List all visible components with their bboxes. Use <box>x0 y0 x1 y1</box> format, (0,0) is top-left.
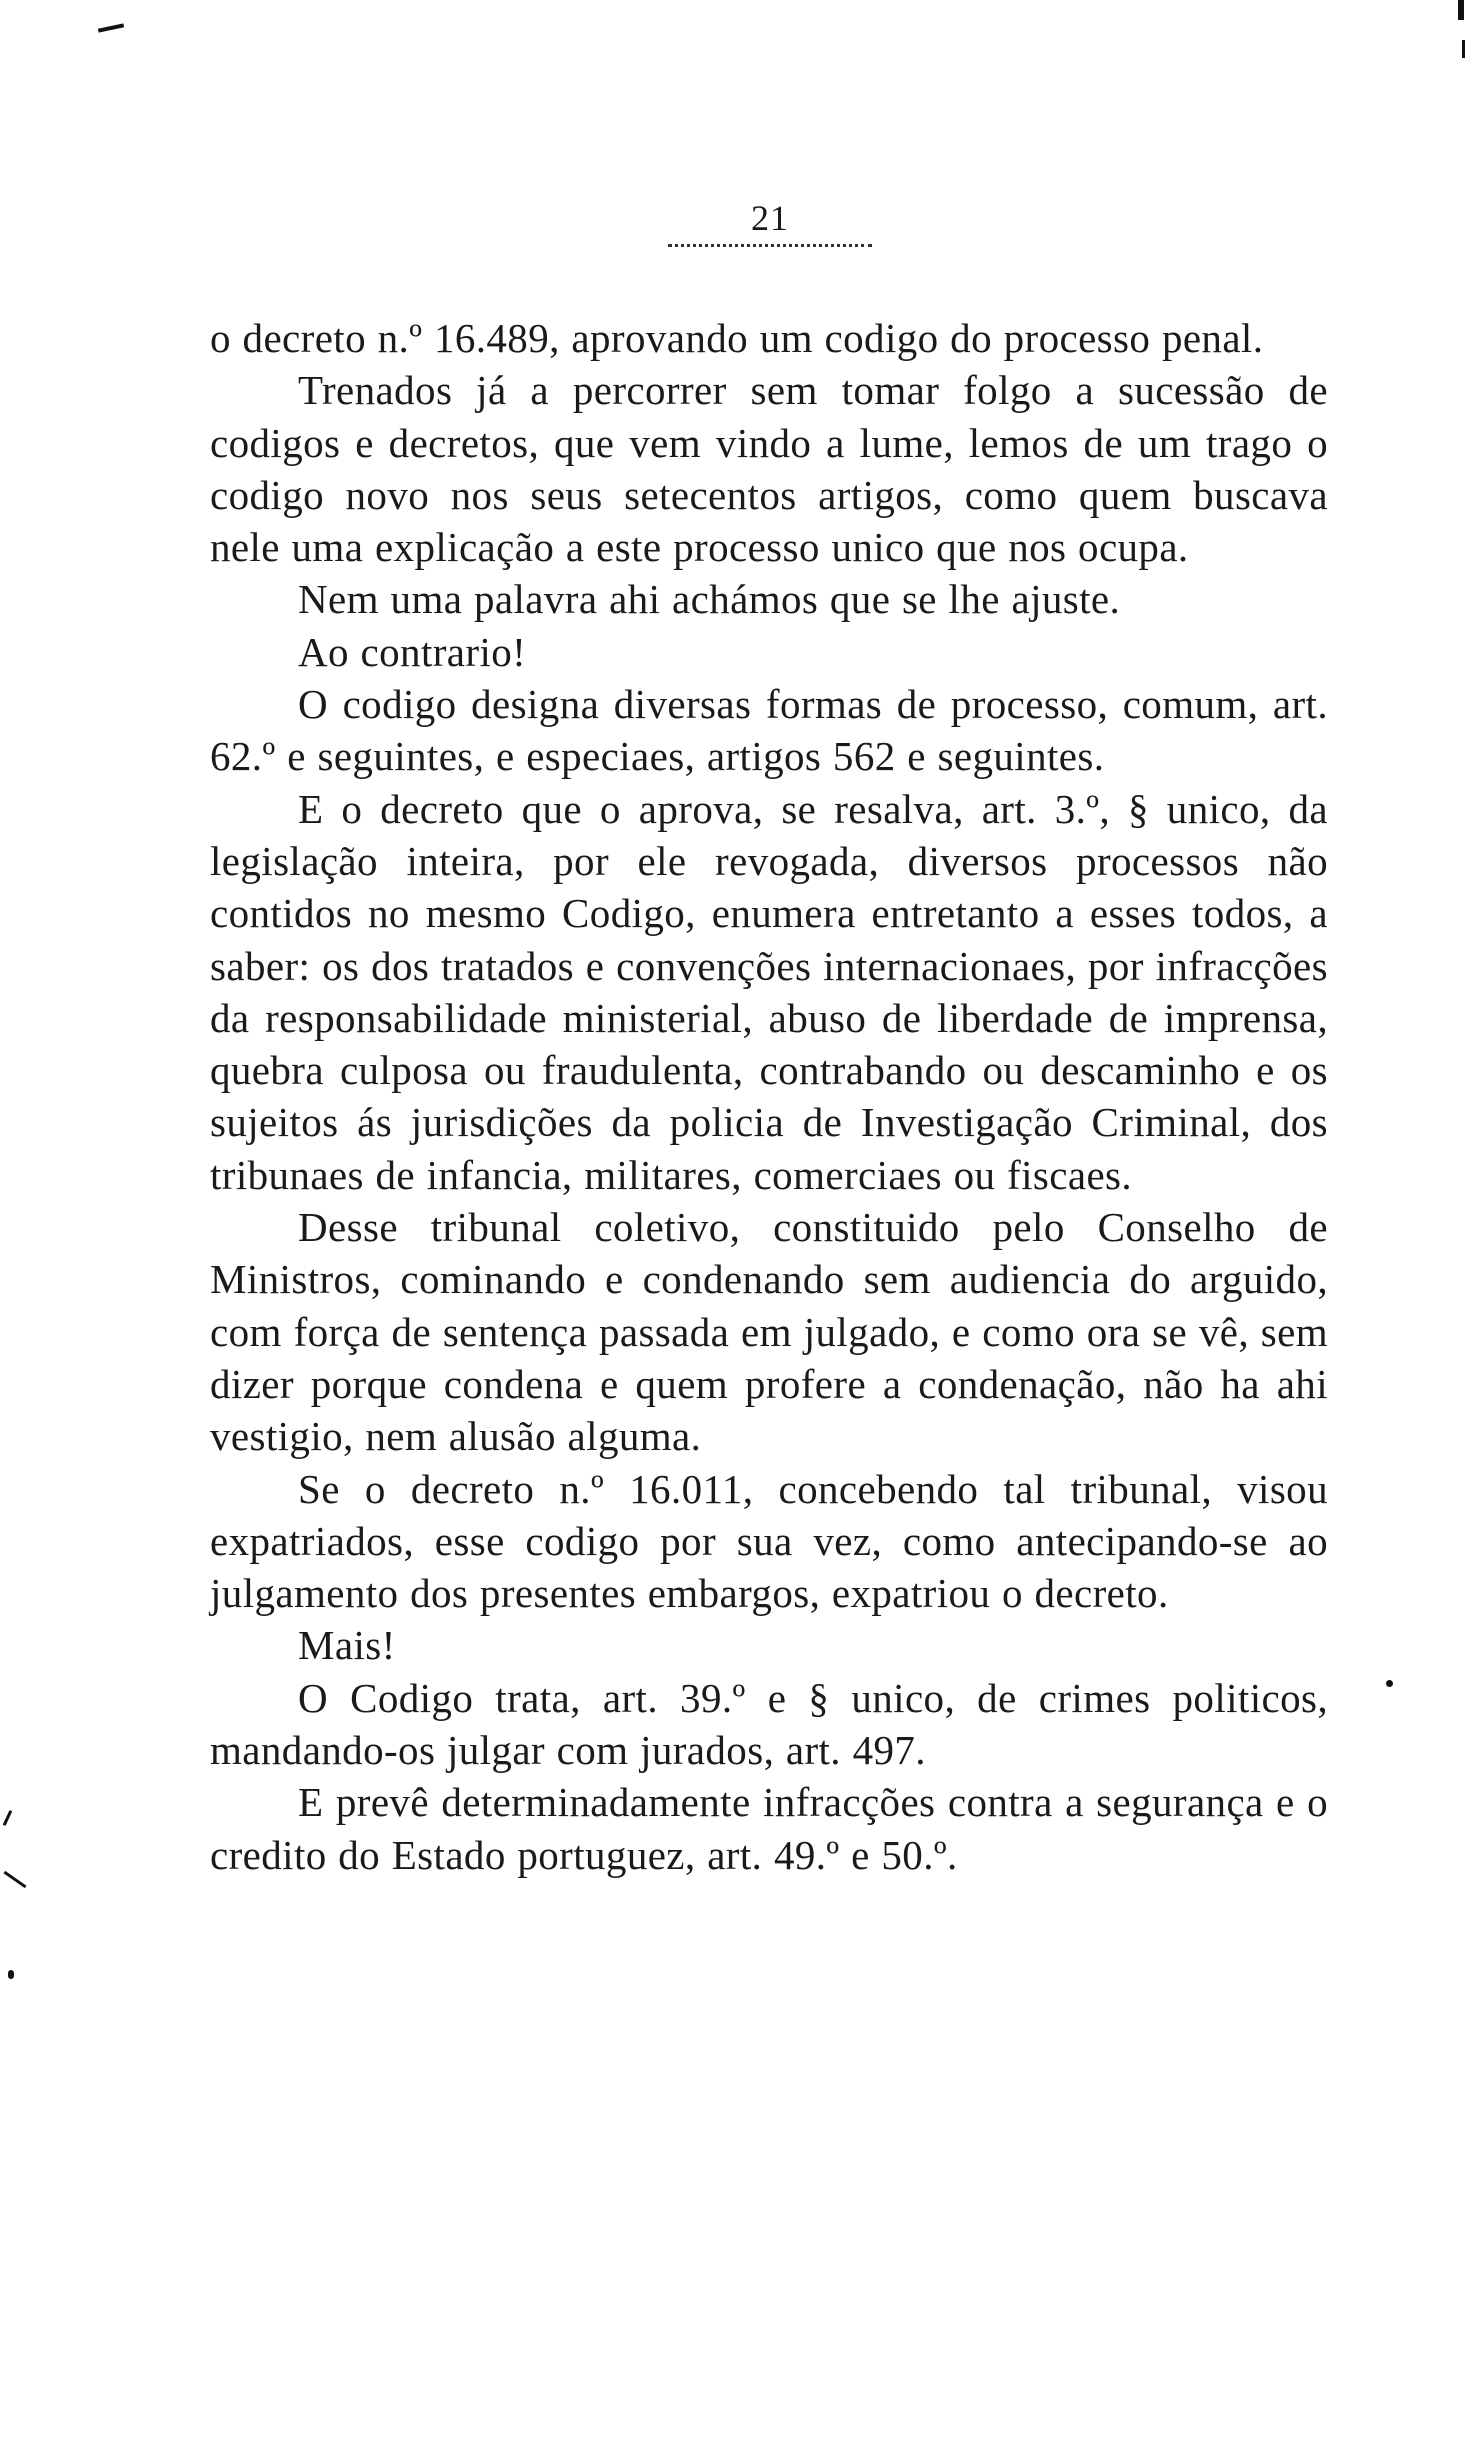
paragraph: o decreto n.º 16.489, aprovando um codigo do processo penal. <box>210 315 1264 361</box>
scan-speck <box>98 23 124 32</box>
scan-speck <box>8 1970 14 1979</box>
paragraph: E prevê determinadamente infracções contra a segurança e o credito do Estado portuguez, art. 49.º e 50.º. <box>210 1779 1328 1878</box>
page-number: 21 <box>751 198 789 238</box>
dotted-rule <box>668 244 872 247</box>
paragraph: Nem uma palavra ahi achámos que se lhe ajuste. <box>298 576 1121 623</box>
scan-speck <box>1458 0 1464 20</box>
paragraph: Desse tribunal coletivo, constituido pelo Conselho de Ministros, cominando e condenando sem audiencia do arguido, com força de sentença passada em julgado, e como ora se vê, sem dizer porque condena e quem profere a condenação, não ha ahi vestigio, nem alusão alguma. <box>210 1204 1328 1460</box>
scan-speck <box>1462 40 1465 58</box>
paragraph: Se o decreto n.º 16.011, concebendo tal tribunal, visou expatriados, esse codigo por sua vez, como antecipando-se ao julgamento dos presentes embargos, expatriou o decreto. <box>210 1465 1328 1617</box>
paragraph: O Codigo trata, art. 39.º e § unico, de crimes politicos, mandando-os julgar com jurados, art. 497. <box>210 1674 1328 1774</box>
paragraph: Ao contrario! <box>298 628 527 675</box>
scan-speck <box>1386 1680 1393 1687</box>
paragraph: O codigo designa diversas formas de processo, comum, art. 62.º e seguintes, e especiaes, artigos 562 e seguintes. <box>210 681 1328 780</box>
paragraph: Mais! <box>298 1622 396 1669</box>
paragraph: Trenados já a percorrer sem tomar folgo a sucessão de codigos e decretos, que vem vindo a lume, lemos de um trago o codigo novo nos seus setecentos artigos, como quem buscava nele uma explicação a este processo unico que nos ocupa. <box>210 367 1328 571</box>
scan-speck <box>3 1810 12 1826</box>
scan-speck <box>3 1871 26 1888</box>
page-header <box>660 196 880 247</box>
paragraph: E o decreto que o aprova, se resalva, art. 3.º, § unico, da legislação inteira, por ele revogada, diversos processos não contidos no mesmo Codigo, enumera entretanto a esses todos, a saber: os dos tratados e convenções internacionaes, por infracções da responsabilidade ministerial, abuso de liberdade de imprensa, quebra culposa ou fraudulenta, contrabando ou descaminho e os sujeitos ás jurisdições da policia de Investigação Criminal, dos tribunaes de infancia, militares, comerciaes ou fiscaes. <box>210 785 1328 1198</box>
body-text <box>210 312 1328 1881</box>
